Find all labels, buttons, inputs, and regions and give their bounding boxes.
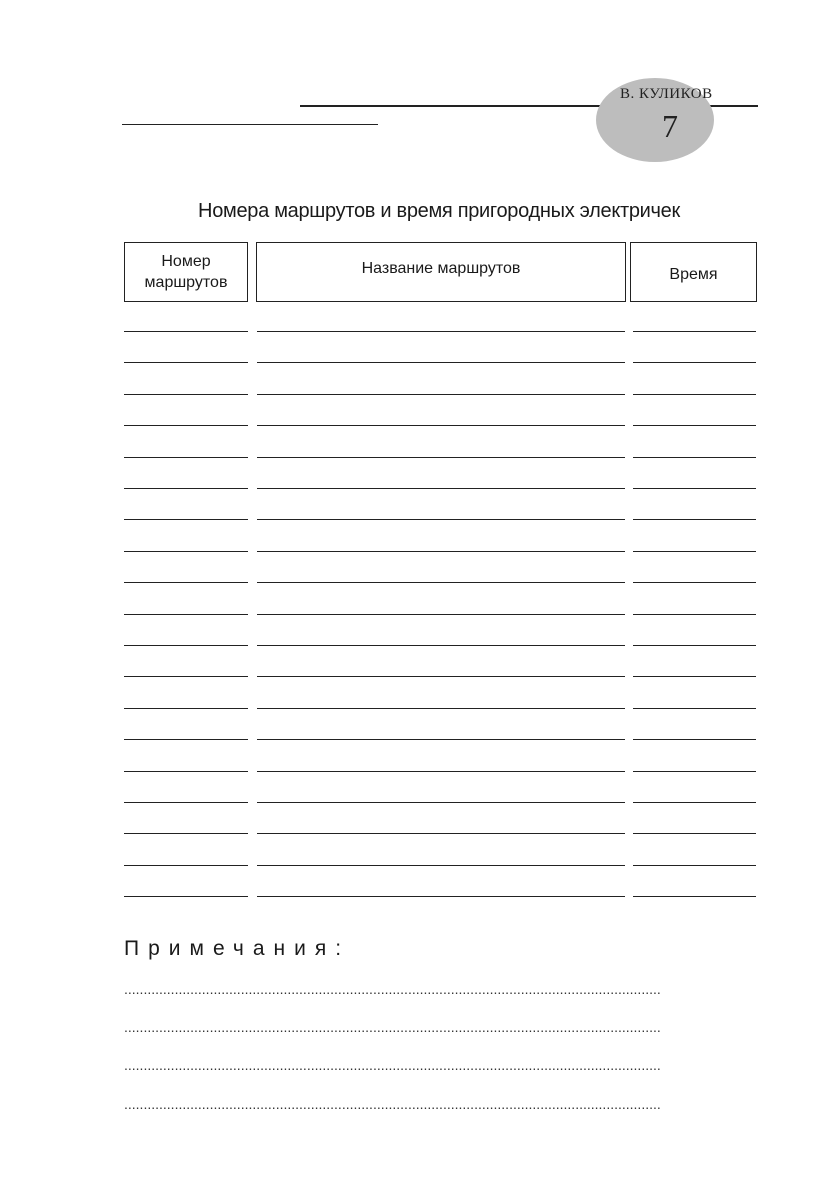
blank-line-time[interactable] — [633, 771, 756, 772]
blank-line-route-number[interactable] — [124, 708, 248, 709]
blank-line-route-name[interactable] — [257, 519, 625, 520]
blank-line-route-name[interactable] — [257, 614, 625, 615]
blank-line-route-number[interactable] — [124, 394, 248, 395]
blank-line-route-name[interactable] — [257, 457, 625, 458]
blank-line-route-name[interactable] — [257, 676, 625, 677]
blank-line-route-name[interactable] — [257, 645, 625, 646]
blank-line-time[interactable] — [633, 708, 756, 709]
blank-line-time[interactable] — [633, 833, 756, 834]
blank-line-route-number[interactable] — [124, 833, 248, 834]
blank-line-time[interactable] — [633, 896, 756, 897]
column-header-route-number-line1: Номер — [161, 253, 211, 270]
blank-line-route-name[interactable] — [257, 739, 625, 740]
column-header-route-name — [256, 242, 626, 302]
blank-line-time[interactable] — [633, 676, 756, 677]
blank-line-route-number[interactable] — [124, 896, 248, 897]
blank-line-time[interactable] — [633, 362, 756, 363]
blank-line-route-number[interactable] — [124, 614, 248, 615]
header-rule-left — [122, 124, 378, 125]
blank-line-time[interactable] — [633, 582, 756, 583]
blank-line-time[interactable] — [633, 645, 756, 646]
blank-line-time[interactable] — [633, 488, 756, 489]
page-number: 7 — [662, 108, 678, 144]
notes-dotted-line[interactable]: .......................................................................................................................................... — [124, 1058, 661, 1072]
column-header-route-number — [124, 242, 248, 302]
blank-line-time[interactable] — [633, 457, 756, 458]
blank-line-time[interactable] — [633, 519, 756, 520]
blank-line-route-number[interactable] — [124, 331, 248, 332]
column-header-time-label: Время — [669, 265, 718, 283]
notes-dotted-line[interactable]: .......................................................................................................................................... — [124, 1097, 661, 1111]
blank-line-time[interactable] — [633, 614, 756, 615]
blank-line-route-number[interactable] — [124, 865, 248, 866]
blank-line-route-name[interactable] — [257, 833, 625, 834]
blank-line-route-number[interactable] — [124, 771, 248, 772]
notes-dotted-line[interactable]: .......................................................................................................................................... — [124, 982, 661, 996]
blank-line-time[interactable] — [633, 425, 756, 426]
blank-line-route-name[interactable] — [257, 771, 625, 772]
blank-line-route-name[interactable] — [257, 708, 625, 709]
blank-line-route-number[interactable] — [124, 519, 248, 520]
column-header-time — [630, 242, 757, 302]
blank-line-route-name[interactable] — [257, 331, 625, 332]
blank-line-route-number[interactable] — [124, 457, 248, 458]
blank-line-route-number[interactable] — [124, 551, 248, 552]
blank-line-route-name[interactable] — [257, 551, 625, 552]
blank-line-route-name[interactable] — [257, 394, 625, 395]
notes-dotted-line[interactable]: .......................................................................................................................................... — [124, 1020, 661, 1034]
blank-line-time[interactable] — [633, 394, 756, 395]
blank-line-route-name[interactable] — [257, 362, 625, 363]
blank-line-route-name[interactable] — [257, 896, 625, 897]
blank-line-time[interactable] — [633, 865, 756, 866]
blank-line-route-number[interactable] — [124, 802, 248, 803]
blank-line-time[interactable] — [633, 739, 756, 740]
blank-line-route-name[interactable] — [257, 865, 625, 866]
page-title: Номера маршрутов и время пригородных электричек — [198, 200, 680, 222]
blank-line-route-number[interactable] — [124, 739, 248, 740]
blank-line-route-name[interactable] — [257, 802, 625, 803]
blank-line-route-number[interactable] — [124, 425, 248, 426]
blank-line-route-number[interactable] — [124, 582, 248, 583]
blank-line-route-name[interactable] — [257, 488, 625, 489]
blank-line-time[interactable] — [633, 551, 756, 552]
blank-line-route-number[interactable] — [124, 488, 248, 489]
blank-line-route-name[interactable] — [257, 582, 625, 583]
notes-label: Примечания: — [124, 937, 351, 960]
blank-line-time[interactable] — [633, 331, 756, 332]
column-header-route-number-line2: маршрутов — [144, 274, 228, 291]
blank-line-route-number[interactable] — [124, 676, 248, 677]
blank-line-route-number[interactable] — [124, 645, 248, 646]
author-name: В. КУЛИКОВ — [620, 86, 713, 102]
column-header-route-name-label: Название маршрутов — [361, 259, 521, 277]
blank-line-route-number[interactable] — [124, 362, 248, 363]
blank-line-route-name[interactable] — [257, 425, 625, 426]
blank-line-time[interactable] — [633, 802, 756, 803]
